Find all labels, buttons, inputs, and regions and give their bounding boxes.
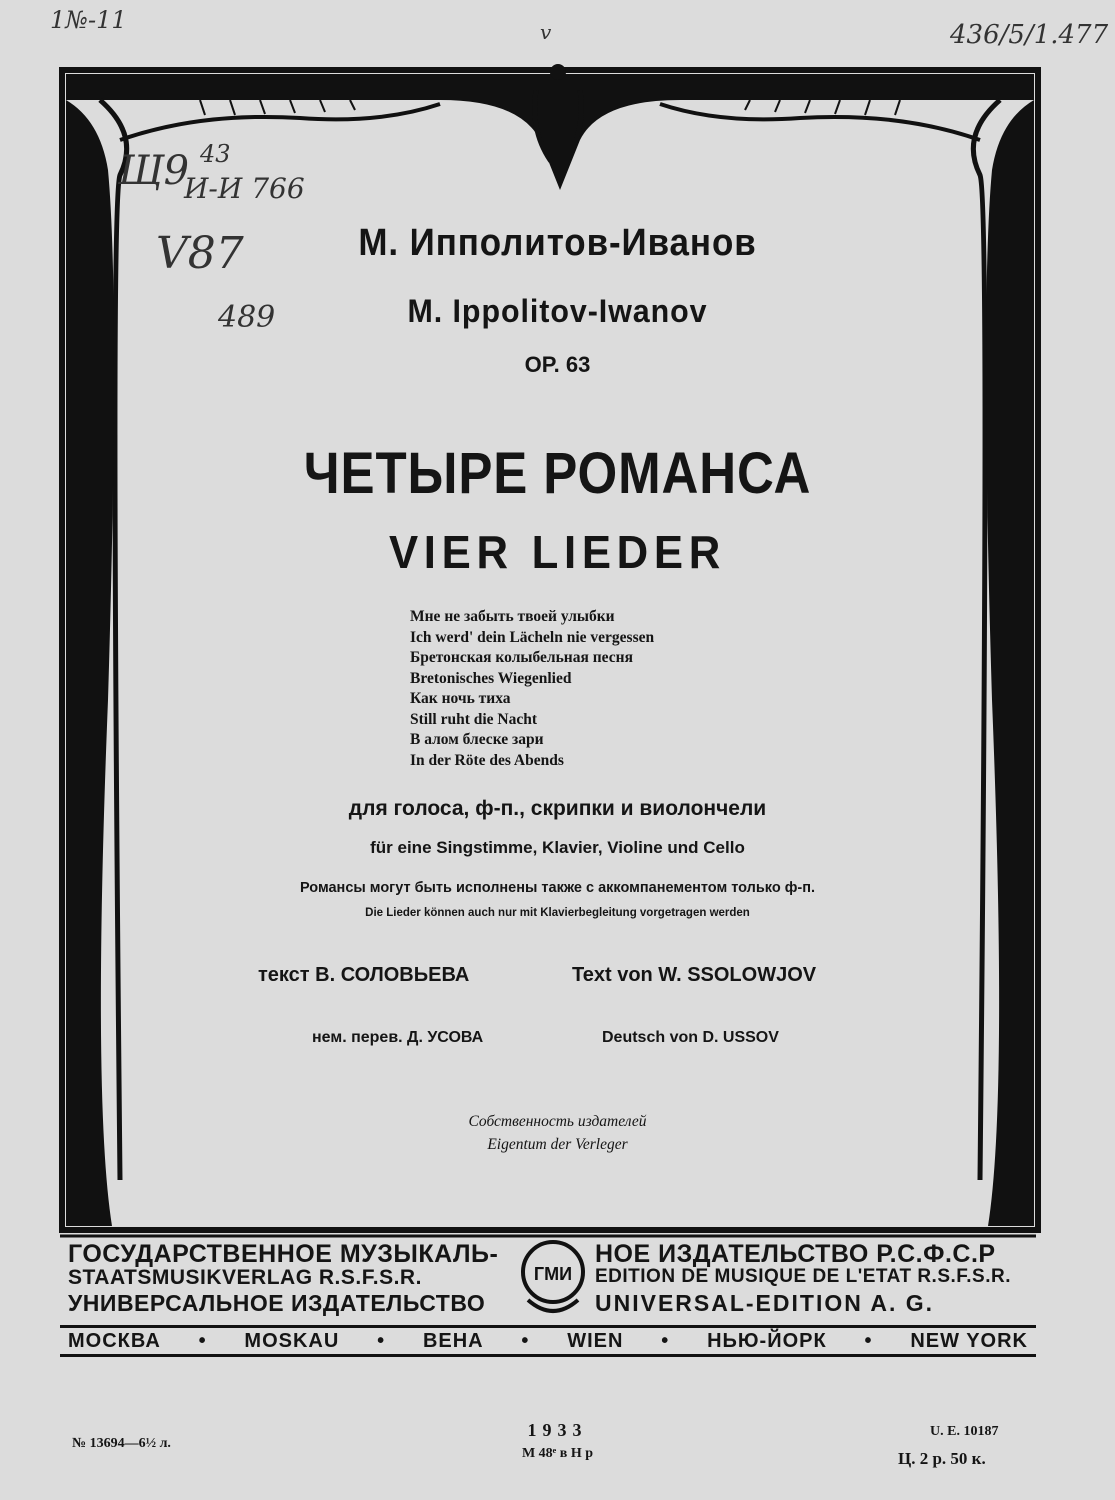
song-title-ru: Бретонская колыбельная песня	[410, 649, 633, 666]
text-author-de: Text von W. SSOLOWJOV	[572, 964, 817, 986]
scoring-de: für eine Singstimme, Klavier, Violine und Cello	[370, 838, 745, 857]
title-de: VIER LIEDER	[388, 526, 727, 578]
song-title-de: Still ruht die Nacht	[410, 710, 538, 728]
song-title-de: In der Röte des Abends	[410, 751, 564, 769]
song-title-ru: В алом блеске зари	[410, 731, 544, 748]
ue-number: U. E. 10187	[930, 1424, 999, 1439]
composer-name-de: M. Ippolitov-Iwanov	[407, 293, 708, 329]
handwritten-shelf-5: 489	[218, 300, 276, 335]
publisher-logo-text: ГМИ	[533, 1264, 573, 1284]
city-separator: •	[377, 1329, 386, 1352]
publisher-line-1-left: ГОСУДАРСТВЕННОЕ МУЗЫКАЛЬ-	[68, 1240, 499, 1268]
handwritten-shelf-3: И-И 766	[184, 172, 305, 205]
song-title-ru: Как ночь тиха	[410, 690, 511, 707]
title-ru: ЧЕТЫРЕ РОМАНСА	[303, 441, 812, 506]
price: Ц. 2 р. 50 к.	[898, 1449, 986, 1468]
publisher-line-3-left: УНИВЕРСАЛЬНОЕ ИЗДАТЕЛЬСТВО	[68, 1290, 486, 1316]
accompaniment-note-de: Die Lieder können auch nur mit Klavierbegleitung vorgetragen werden	[365, 907, 750, 919]
translator-ru: нем. перев. Д. УСОВА	[312, 1029, 484, 1046]
publication-year: 1933	[527, 1420, 588, 1440]
city-separator: •	[521, 1329, 530, 1352]
publisher-line-2-left: STAATSMUSIKVERLAG R.S.F.S.R.	[68, 1266, 422, 1289]
song-item	[410, 730, 830, 771]
song-title-de: Ich werd' dein Lächeln nie vergessen	[410, 628, 655, 646]
publisher-line-3-right: UNIVERSAL-EDITION A. G.	[595, 1290, 935, 1316]
text-author-ru: текст В. СОЛОВЬЕВА	[258, 964, 470, 986]
composer-name-ru: М. Ипполитов-Иванов	[358, 222, 757, 264]
print-code: М 48ᵉ в Н р	[521, 1446, 594, 1461]
handwritten-corner-left: 1№-11	[50, 6, 127, 34]
catalog-number: № 13694—6½ л.	[72, 1436, 171, 1451]
scoring-ru: для голоса, ф-п., скрипки и виолончели	[348, 797, 767, 820]
song-item	[410, 607, 830, 648]
city-band	[60, 1325, 1036, 1357]
song-list	[410, 607, 830, 771]
city-vienna-de: WIEN	[567, 1329, 624, 1352]
city-newyork-ru: НЬЮ-ЙОРК	[707, 1329, 827, 1352]
handwritten-shelf-1: Щ9	[118, 148, 190, 194]
song-item	[410, 689, 830, 730]
property-notice-de: Eigentum der Verleger	[487, 1136, 628, 1153]
accompaniment-note-ru: Романсы могут быть исполнены также с аккомпанементом только ф-п.	[299, 880, 816, 896]
publisher-logo	[516, 1238, 590, 1322]
city-newyork-en: NEW YORK	[910, 1329, 1028, 1352]
city-moscow-ru: МОСКВА	[68, 1329, 161, 1352]
song-title-de: Bretonisches Wiegenlied	[410, 669, 572, 687]
handwritten-shelf-2: 43	[200, 140, 231, 168]
city-separator: •	[198, 1329, 207, 1352]
song-item	[410, 648, 830, 689]
publisher-line-1-right: НОЕ ИЗДАТЕЛЬСТВО Р.С.Ф.С.Р	[595, 1240, 996, 1268]
handwritten-corner-right: 436/5/1.477	[950, 20, 1109, 50]
city-separator: •	[661, 1329, 670, 1352]
city-vienna-ru: ВЕНА	[422, 1329, 484, 1352]
publisher-emblem-icon	[516, 1238, 590, 1322]
property-notice-ru: Собственность издателей	[468, 1113, 647, 1130]
translator-de: Deutsch von D. USSOV	[602, 1029, 779, 1046]
opus-number: OP. 63	[524, 352, 591, 377]
city-separator: •	[864, 1329, 873, 1352]
city-moscow-de: MOSKAU	[244, 1329, 340, 1352]
handwritten-shelf-4: V87	[156, 228, 244, 279]
song-title-ru: Мне не забыть твоей улыбки	[410, 608, 615, 625]
handwritten-corner-top: v	[540, 20, 552, 44]
publisher-line-2-right: EDITION DE MUSIQUE DE L'ETAT R.S.F.S.R.	[595, 1266, 1012, 1287]
